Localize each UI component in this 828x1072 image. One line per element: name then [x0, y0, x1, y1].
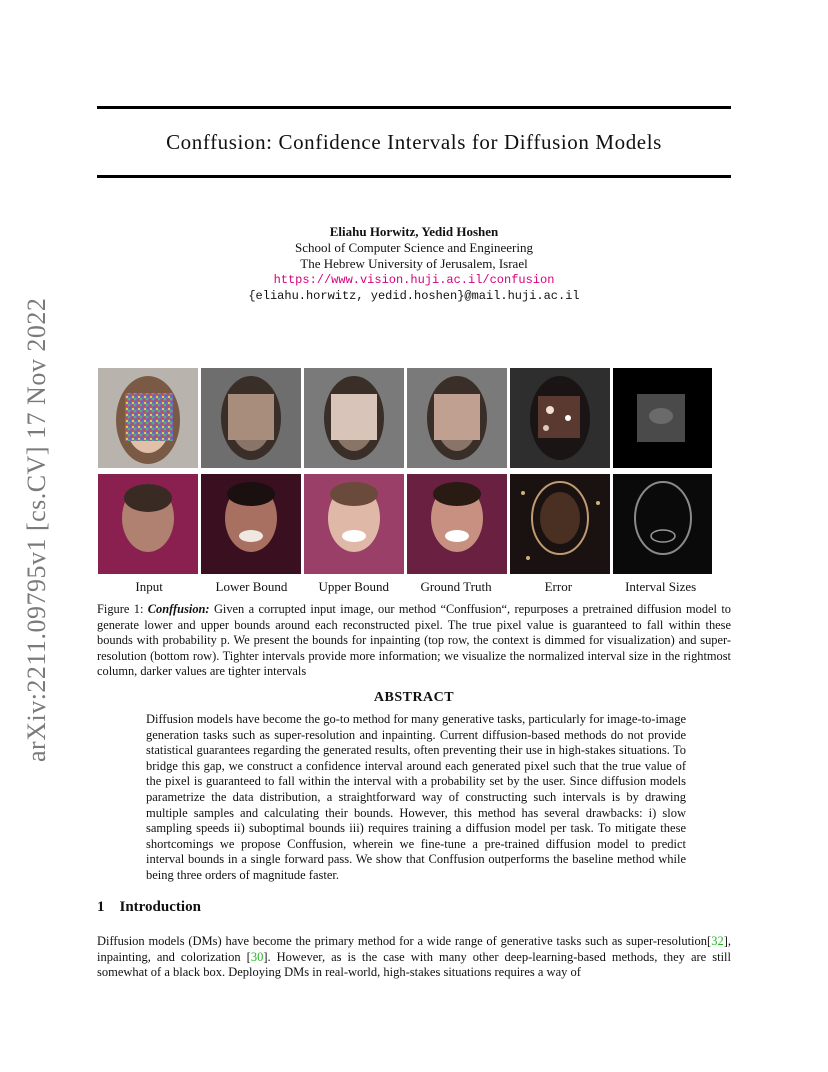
- upper-bound-inpaint-image: [304, 368, 404, 468]
- intro-text-part-1: Diffusion models (DMs) have become the primary method for a wide range of generative tasks such as super-resolution[: [97, 934, 712, 948]
- figure-image-grid: [98, 368, 712, 574]
- lower-bound-inpaint-image: [201, 368, 301, 468]
- citation-32-link[interactable]: 32: [711, 934, 724, 948]
- section-number: 1: [97, 899, 105, 915]
- section-title: Introduction: [119, 899, 201, 915]
- label-interval-sizes: Interval Sizes: [625, 579, 697, 594]
- title-bottom-rule: [97, 175, 731, 178]
- paper-title: Conffusion: Confidence Intervals for Diffusion Models: [166, 130, 662, 154]
- intro-text-part-2: ], inpainting, and colorization [: [97, 934, 731, 964]
- ground-truth-sr-image: [407, 474, 507, 574]
- abstract-text: Diffusion models have become the go-to method for many generative tasks, particularly for image-to-image generation tasks such as super-resolution and inpainting. Current diffusion-based methods do not provide statistical guarantees regarding the generated results, often preventing their use in high-stakes situations. To bridge this gap, we construct a confidence interval around each generated pixel such that the true value of the pixel is guaranteed to fall within the interval with a probability set by the user. Since diffusion models parametrize the data distribution, a straightforward way of constructing such intervals is by drawing multiple samples and calculating their bounds. However, this method has several drawbacks: i) slow sampling speeds ii) suboptimal bounds iii) requires training a diffusion model per task. To mitigate these shortcomings we propose Conffusion, wherein we fine-tune a pre-trained diffusion model to predict interval bounds in a single forward pass. We show that Conffusion outperforms the baseline method while being three orders of magnitude faster.: [146, 712, 686, 882]
- label-input: Input: [135, 579, 163, 594]
- figure-column-labels: [98, 579, 712, 595]
- intro-text-part-3: ]. However, as is the case with many other deep-learning-based methods, they are still somewhat of a black box. Deploying DMs in real-world, high-stakes situations requires a way of: [97, 949, 731, 980]
- error-inpaint-image: [510, 368, 610, 468]
- title-top-rule: [97, 106, 731, 109]
- label-error: Error: [544, 579, 573, 594]
- error-sr-image: [510, 474, 610, 574]
- ground-truth-inpaint-image: [407, 368, 507, 468]
- caption-prefix: Figure 1:: [97, 602, 144, 616]
- caption-method-name: Conffusion:: [147, 602, 210, 616]
- top-row-inpainting: [98, 368, 712, 468]
- input-sr-image: [98, 474, 198, 574]
- lower-bound-sr-image: [201, 474, 301, 574]
- project-url-link[interactable]: https://www.vision.huji.ac.il/confusion: [273, 273, 555, 287]
- author-block: [97, 224, 731, 304]
- citation-30-link[interactable]: 30: [250, 949, 264, 964]
- section-heading: [97, 899, 201, 916]
- label-ground-truth: Ground Truth: [420, 579, 492, 594]
- interval-size-sr-image: [613, 474, 712, 574]
- author-emails: {eliahu.horwitz, yedid.hoshen}@mail.huji.ac.il: [248, 289, 580, 303]
- bottom-row-super-resolution: [98, 474, 712, 574]
- arxiv-id: arXiv:2211.09795v1 [cs.CV] 17 Nov 2022: [22, 297, 51, 762]
- figure-caption: [97, 602, 731, 680]
- interval-size-inpaint-image: [613, 368, 712, 468]
- introduction-text: [97, 934, 731, 981]
- input-inpaint-image: [98, 368, 198, 468]
- abstract-heading: ABSTRACT: [373, 690, 455, 705]
- affiliation-university: The Hebrew University of Jerusalem, Israel: [300, 256, 528, 271]
- upper-bound-sr-image: [304, 474, 404, 574]
- affiliation-school: School of Computer Science and Engineering: [295, 240, 533, 255]
- author-names: Eliahu Horwitz, Yedid Hoshen: [329, 224, 499, 239]
- label-lower-bound: Lower Bound: [215, 579, 288, 594]
- caption-text: Given a corrupted input image, our method “Conffusion“, repurposes a pretrained diffusion model to generate lower and upper bounds around each reconstructed pixel. The true pixel value is guaranteed to fall within these bounds with probability p. We present the bounds for inpainting (top row, the context is dimmed for visualization) and super-resolution (bottom row). Tighter intervals provide more information; we visualize the normalized interval size in the rightmost column, darker values are tighter intervals: [97, 602, 731, 678]
- figure-1: [98, 368, 732, 574]
- label-upper-bound: Upper Bound: [318, 579, 389, 594]
